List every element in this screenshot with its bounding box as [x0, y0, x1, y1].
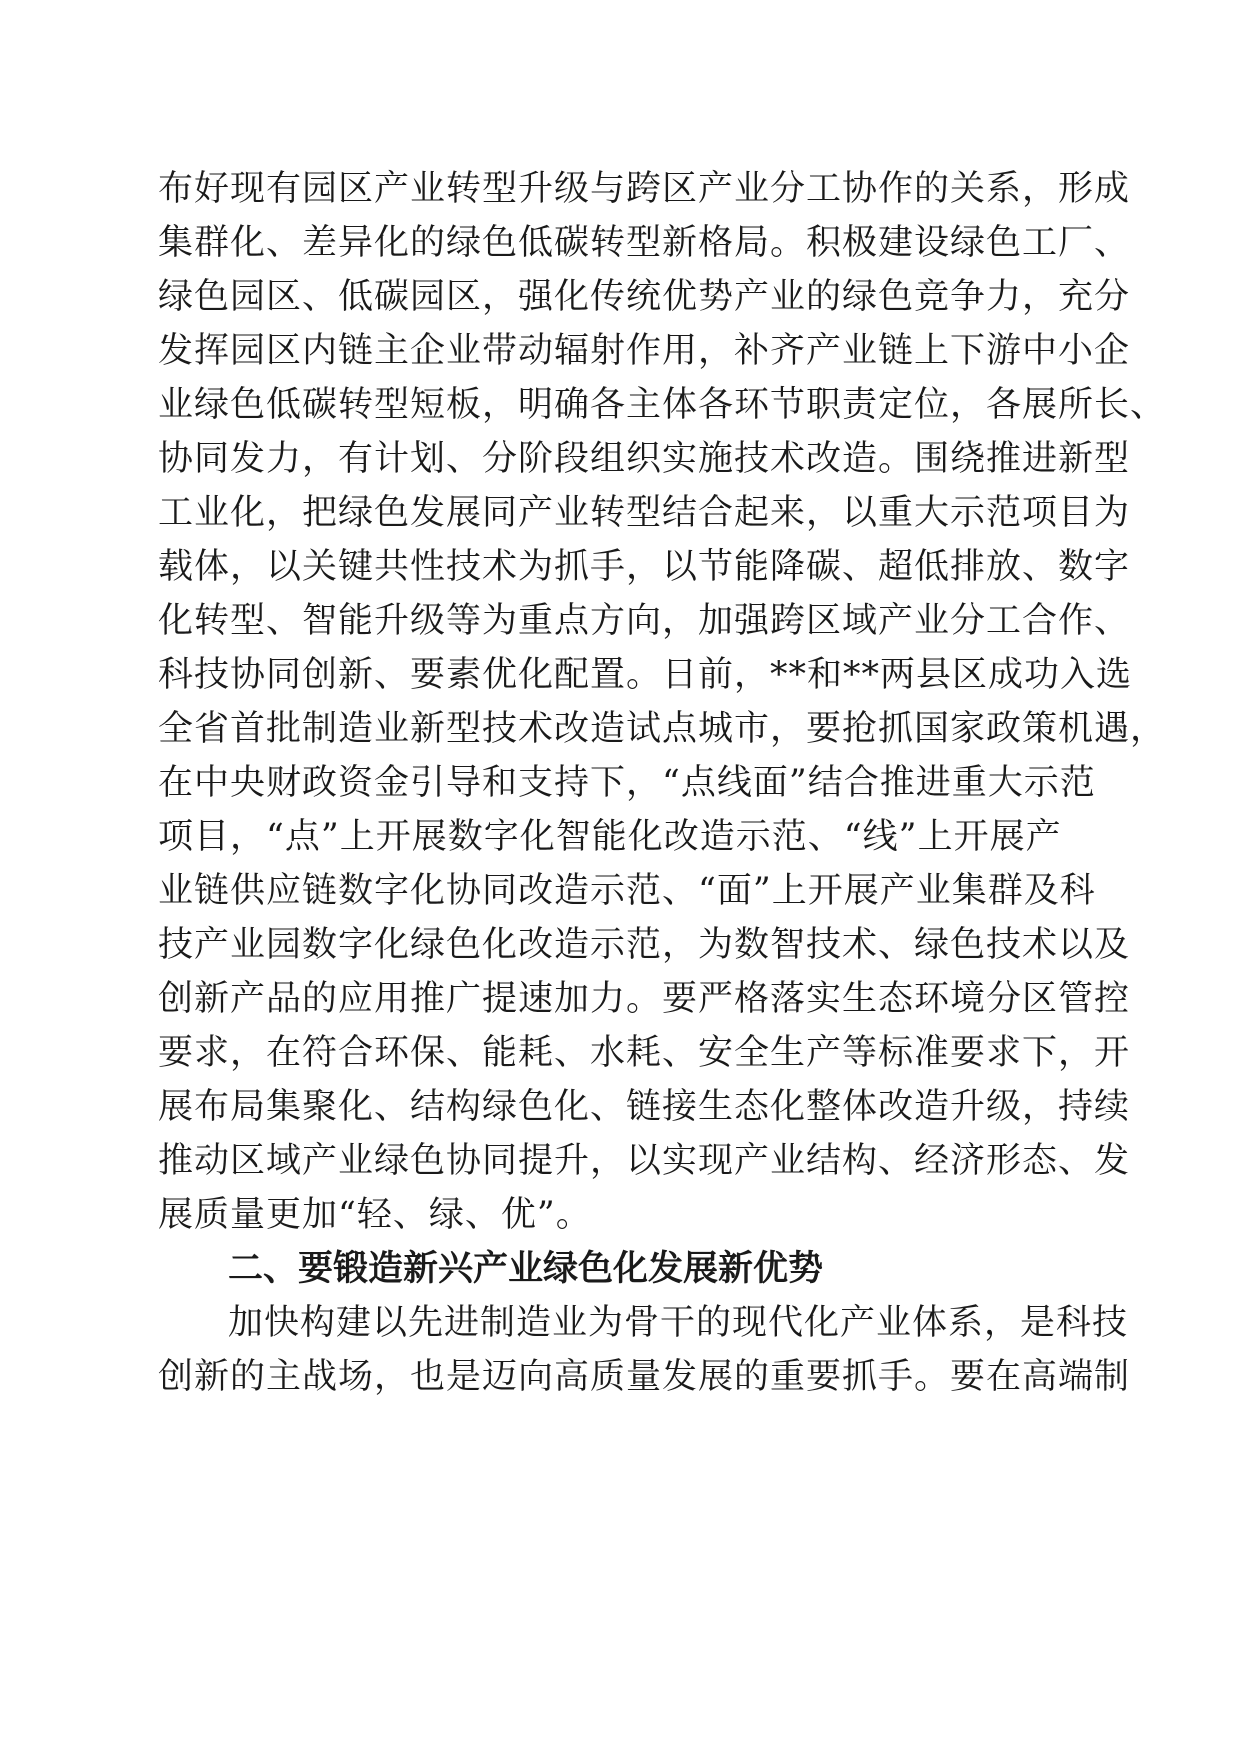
paragraph-line: 化转型、智能升级等为重点方向，加强跨区域产业分工合作、 [158, 601, 1131, 641]
paragraph-line: 创新产品的应用推广提速加力。要严格落实生态环境分区管控 [158, 979, 1131, 1019]
section-heading: 二、要锻造新兴产业绿色化发展新优势 [228, 1249, 824, 1289]
paragraph-line: 发挥园区内链主企业带动辐射作用，补齐产业链上下游中小企 [158, 331, 1131, 371]
paragraph-line: 协同发力，有计划、分阶段组织实施技术改造。围绕推进新型 [158, 439, 1131, 479]
paragraph-line: 加快构建以先进制造业为骨干的现代化产业体系，是科技 [228, 1303, 1129, 1343]
paragraph-line: 绿色园区、低碳园区，强化传统优势产业的绿色竞争力，充分 [158, 277, 1131, 317]
paragraph-line: 工业化，把绿色发展同产业转型结合起来，以重大示范项目为 [158, 493, 1131, 533]
paragraph-line: 推动区域产业绿色协同提升，以实现产业结构、经济形态、发 [158, 1141, 1131, 1181]
paragraph-line: 创新的主战场，也是迈向高质量发展的重要抓手。要在高端制 [158, 1357, 1131, 1397]
paragraph-line: 全省首批制造业新型技术改造试点城市，要抢抓国家政策机遇， [158, 709, 1167, 749]
paragraph-line: 科技协同创新、要素优化配置。日前，**和**两县区成功入选 [158, 655, 1133, 695]
paragraph-line: 项目，“点”上开展数字化智能化改造示范、“线”上开展产 [158, 817, 1062, 857]
paragraph-line: 技产业园数字化绿色化改造示范，为数智技术、绿色技术以及 [158, 925, 1131, 965]
paragraph-line: 展布局集聚化、结构绿色化、链接生态化整体改造升级，持续 [158, 1087, 1131, 1127]
paragraph-line: 业绿色低碳转型短板，明确各主体各环节职责定位，各展所长、 [158, 385, 1167, 425]
paragraph-line: 业链供应链数字化协同改造示范、“面”上开展产业集群及科 [158, 871, 1096, 911]
paragraph-line: 要求，在符合环保、能耗、水耗、安全生产等标准要求下，开 [158, 1033, 1131, 1073]
paragraph-line: 载体，以关键共性技术为抓手，以节能降碳、超低排放、数字 [158, 547, 1131, 587]
paragraph-line: 集群化、差异化的绿色低碳转型新格局。积极建设绿色工厂、 [158, 223, 1131, 263]
paragraph-line: 在中央财政资金引导和支持下，“点线面”结合推进重大示范 [158, 763, 1096, 803]
paragraph-line: 展质量更加“轻、绿、优”。 [158, 1195, 592, 1235]
paragraph-line: 布好现有园区产业转型升级与跨区产业分工协作的关系，形成 [158, 169, 1131, 209]
